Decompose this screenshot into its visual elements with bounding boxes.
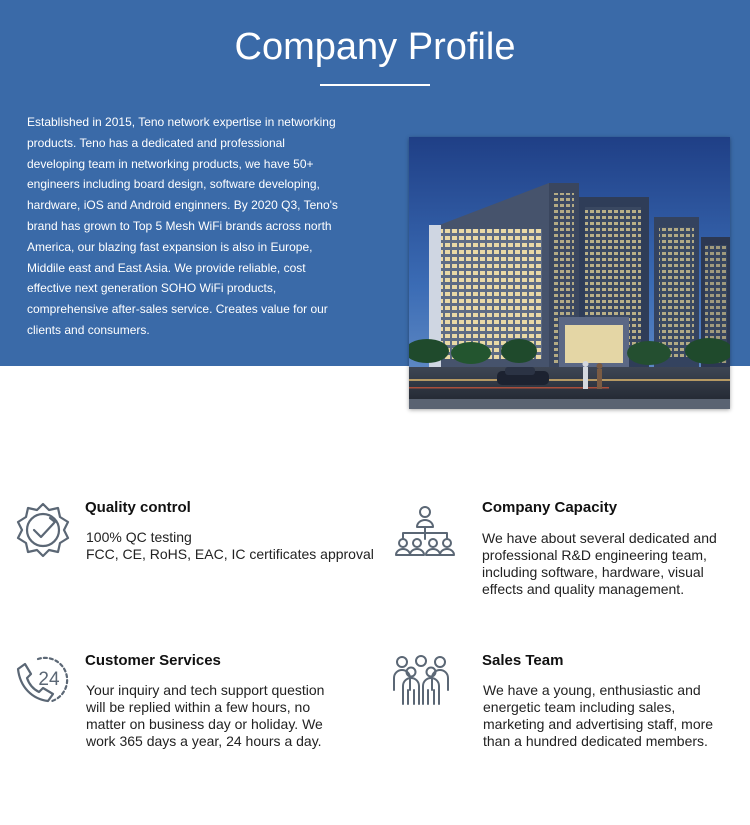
quality-control-line: FCC, CE, RoHS, EAC, IC certificates approval <box>86 546 374 562</box>
customer-services-line: matter on business day or holiday. We <box>86 716 323 732</box>
intro-line: effective next generation SOHO WiFi products, <box>27 281 277 296</box>
customer-services-title: Customer Services <box>85 652 221 669</box>
customer-services-line: Your inquiry and tech support question <box>86 682 325 698</box>
sales-team-title: Sales Team <box>482 652 564 669</box>
sales-team-line: than a hundred dedicated members. <box>483 733 708 749</box>
phone-24-icon <box>12 651 72 709</box>
intro-line: products. Teno has a dedicated and professional <box>27 135 285 150</box>
org-chart-icon <box>393 505 457 557</box>
company-capacity-line: effects and quality management. <box>482 581 685 597</box>
customer-services-line: work 365 days a year, 24 hours a day. <box>86 733 322 749</box>
intro-line: America, our blazing fast expansion is also in Europe, <box>27 239 313 254</box>
company-capacity-line: including software, hardware, visual <box>482 564 704 580</box>
sales-team-line: marketing and advertising staff, more <box>483 716 714 732</box>
intro-line: comprehensive after-sales service. Creates value for our <box>27 302 328 317</box>
page-title: Company Profile <box>234 26 516 68</box>
team-icon <box>390 654 452 708</box>
intro-line: brand has grown to Top 5 Mesh WiFi brands across north <box>27 218 332 233</box>
quality-badge-icon <box>14 501 72 559</box>
quality-control-text <box>86 529 374 563</box>
customer-services-line: will be replied within a few hours, no <box>86 699 311 715</box>
title-underline <box>320 84 430 86</box>
sales-team-line: energetic team including sales, <box>483 699 676 715</box>
quality-control-line: 100% QC testing <box>86 529 192 545</box>
company-capacity-title: Company Capacity <box>482 499 618 516</box>
intro-line: engineers including board design, software developing, <box>27 177 320 192</box>
intro-line: hardware, iOS and Android enginners. By 2020 Q3, Teno's <box>27 198 338 213</box>
sales-team-text <box>483 682 713 750</box>
company-building-photo <box>409 137 730 409</box>
customer-services-text <box>86 682 324 750</box>
company-capacity-line: professional R&D engineering team, <box>482 547 707 563</box>
intro-line: developing team in networking products, we have 50+ <box>27 156 314 171</box>
company-capacity-line: We have about several dedicated and <box>482 530 717 546</box>
intro-paragraph <box>27 112 357 341</box>
quality-control-title: Quality control <box>85 499 191 516</box>
phone-24-label: 24 <box>38 669 60 690</box>
company-capacity-text <box>482 530 717 598</box>
intro-line: Established in 2015, Teno network expertise in networking <box>27 115 336 129</box>
intro-line: Middile east and East Asia. We provide reliable, cost <box>27 260 306 275</box>
sales-team-line: We have a young, enthusiastic and <box>483 682 701 698</box>
intro-line: clients and consumers. <box>27 322 150 337</box>
